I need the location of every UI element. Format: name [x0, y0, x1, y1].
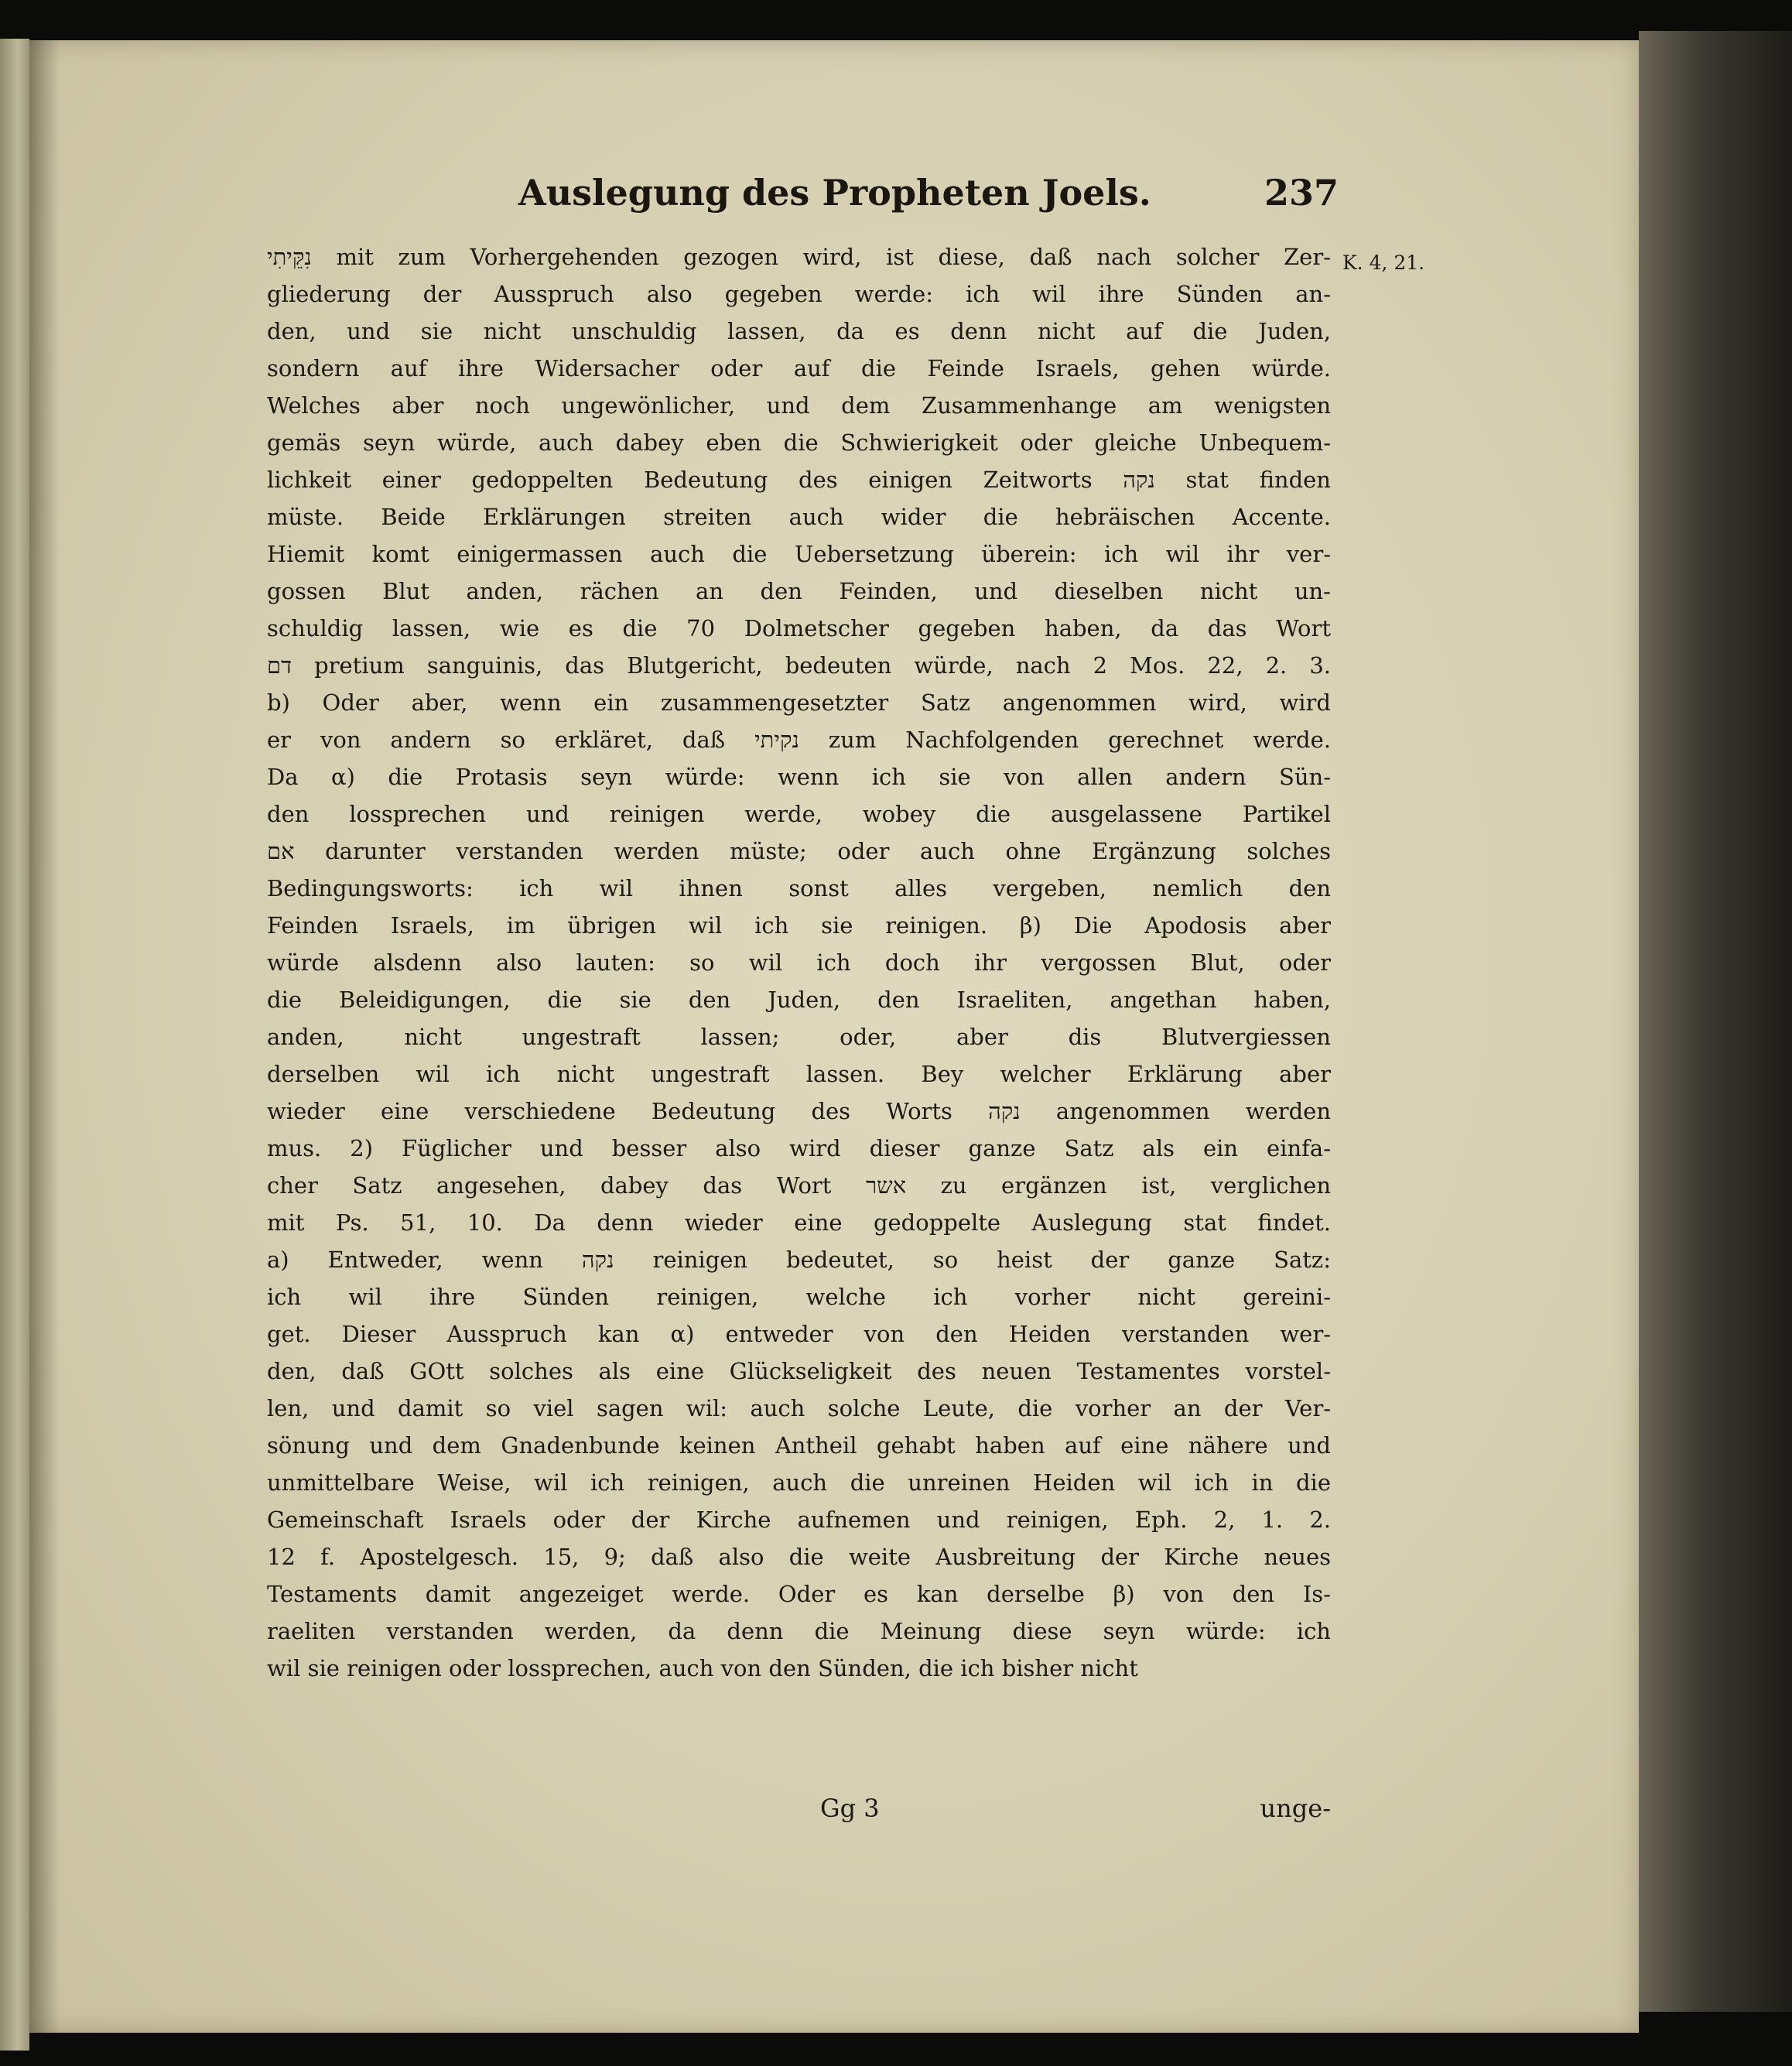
running-header [518, 172, 1339, 226]
margin-reference: K. 4, 21. [1342, 251, 1425, 274]
text-line: gliederung der Ausspruch also gegeben werde: ich wil ihre Sünden an- [267, 281, 1331, 307]
text-line: sönung und dem Gnadenbunde keinen Antheil gehabt haben auf eine nähere und [267, 1432, 1331, 1459]
body-text [267, 238, 1331, 1687]
text-line: get. Dieser Ausspruch kan α) entweder von den Heiden verstanden wer- [267, 1321, 1331, 1347]
page-number: 237 [1264, 172, 1339, 214]
text-line: דם pretium sanguinis, das Blutgericht, bedeuten würde, nach 2 Mos. 22, 2. 3. [267, 652, 1331, 679]
text-line: den, und sie nicht unschuldig lassen, da es denn nicht auf die Juden, [267, 318, 1331, 344]
text-line: ich wil ihre Sünden reinigen, welche ich vorher nicht gereini- [267, 1284, 1331, 1310]
signature-mark: Gg 3 [820, 1794, 880, 1823]
text-line: derselben wil ich nicht ungestraft lassen. Bey welcher Erklärung aber [267, 1061, 1331, 1087]
text-line: Hiemit komt einigermassen auch die Uebersetzung überein: ich wil ihr ver- [267, 541, 1331, 567]
text-line: gemäs seyn würde, auch dabey eben die Schwierigkeit oder gleiche Unbequem- [267, 429, 1331, 456]
gutter-shadow [29, 40, 60, 2033]
text-line: len, und damit so viel sagen wil: auch solche Leute, die vorher an der Ver- [267, 1395, 1331, 1421]
text-line: unmittelbare Weise, wil ich reinigen, auch die unreinen Heiden wil ich in die [267, 1469, 1331, 1496]
previous-page-edge [0, 39, 29, 2051]
text-line: anden, nicht ungestraft lassen; oder, aber dis Blutvergiessen [267, 1024, 1331, 1050]
text-line: mit Ps. 51, 10. Da denn wieder eine gedoppelte Auslegung stat findet. [267, 1209, 1331, 1236]
text-line: würde alsdenn also lauten: so wil ich doch ihr vergossen Blut, oder [267, 949, 1331, 976]
text-line: den lossprechen und reinigen werde, wobey die ausgelassene Partikel [267, 801, 1331, 827]
text-line: Welches aber noch ungewönlicher, und dem Zusammenhange am wenigsten [267, 392, 1331, 419]
text-line: er von andern so erkläret, daß נקיתי zum Nachfolgenden gerechnet werde. [267, 727, 1331, 753]
running-title: Auslegung des Propheten Joels. [518, 172, 1151, 214]
text-line: 12 f. Apostelgesch. 15, 9; daß also die weite Ausbreitung der Kirche neues [267, 1544, 1331, 1570]
text-line: Feinden Israels, im übrigen wil ich sie reinigen. β) Die Apodosis aber [267, 912, 1331, 939]
text-line: b) Oder aber, wenn ein zusammengesetzter Satz angenommen wird, wird [267, 689, 1331, 716]
text-line: raeliten verstanden werden, da denn die Meinung diese seyn würde: ich [267, 1618, 1331, 1644]
text-line: Da α) die Protasis seyn würde: wenn ich sie von allen andern Sün- [267, 764, 1331, 790]
text-line: müste. Beide Erklärungen streiten auch wider die hebräischen Accente. [267, 504, 1331, 530]
text-line: נִקֵּיתִי mit zum Vorhergehenden gezogen wird, ist diese, daß nach solcher Zer- [267, 244, 1331, 270]
text-line: Gemeinschaft Israels oder der Kirche aufnemen und reinigen, Eph. 2, 1. 2. [267, 1507, 1331, 1533]
text-line: אם darunter verstanden werden müste; oder auch ohne Ergänzung solches [267, 838, 1331, 864]
text-line: wil sie reinigen oder lossprechen, auch von den Sünden, die ich bisher nicht [267, 1655, 1138, 1681]
text-line: gossen Blut anden, rächen an den Feinden, und dieselben nicht un- [267, 578, 1331, 604]
page-stack-edge [1639, 31, 1792, 2012]
text-line: Testaments damit angezeiget werde. Oder es kan derselbe β) von den Is- [267, 1581, 1331, 1607]
text-line: mus. 2) Füglicher und besser also wird dieser ganze Satz als ein einfa- [267, 1135, 1331, 1161]
text-line: die Beleidigungen, die sie den Juden, den Israeliten, angethan haben, [267, 987, 1331, 1013]
text-line: a) Entweder, wenn נקה reinigen bedeutet, so heist der ganze Satz: [267, 1247, 1331, 1273]
page-footer [820, 1794, 1331, 1832]
text-line: den, daß GOtt solches als eine Glückseligkeit des neuen Testamentes vorstel- [267, 1358, 1331, 1384]
text-line: Bedingungsworts: ich wil ihnen sonst alles vergeben, nemlich den [267, 875, 1331, 901]
text-line: cher Satz angesehen, dabey das Wort אשר zu ergänzen ist, verglichen [267, 1172, 1332, 1199]
text-line: wieder eine verschiedene Bedeutung des Worts נקה angenommen werden [267, 1098, 1332, 1124]
catchword: unge- [1260, 1794, 1331, 1823]
text-line: schuldig lassen, wie es die 70 Dolmetscher gegeben haben, da das Wort [267, 615, 1331, 641]
text-line: lichkeit einer gedoppelten Bedeutung des einigen Zeitworts נקה stat finden [267, 467, 1331, 493]
text-line: sondern auf ihre Widersacher oder auf die Feinde Israels, gehen würde. [267, 355, 1331, 381]
